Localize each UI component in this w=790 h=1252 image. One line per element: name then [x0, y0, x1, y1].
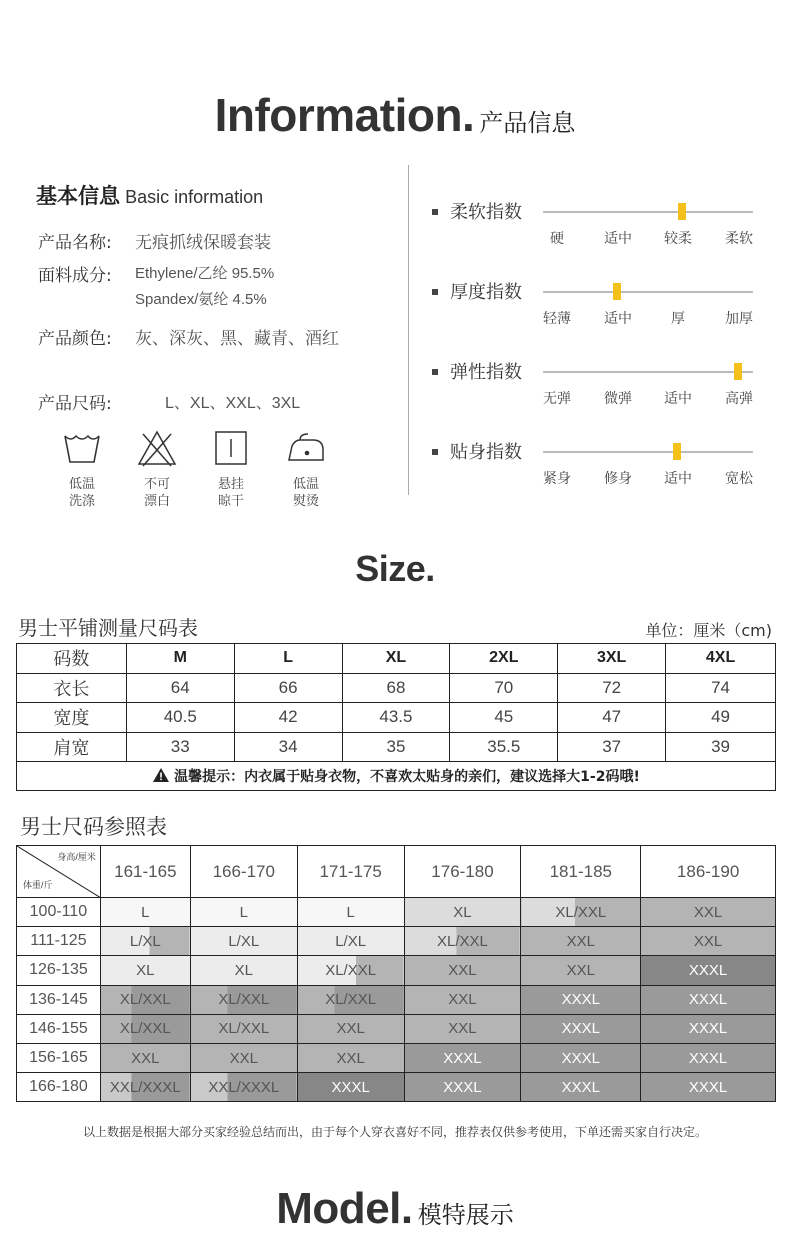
- table-cell: 34: [234, 732, 342, 762]
- fabric-label: 面料成分:: [38, 266, 112, 286]
- notice-text: 温馨提示：内衣属于贴身衣物，不喜欢太贴身的亲们，建议选择大1-2码哦!: [174, 769, 640, 785]
- table-cell: 42: [234, 703, 342, 733]
- low-temp-wash-icon: [62, 428, 102, 468]
- basic-info-heading-cn: 基本信息: [36, 184, 120, 208]
- scale-tick-label: 适中: [604, 311, 632, 327]
- table-cell: 35.5: [450, 732, 558, 762]
- table-row: [17, 956, 776, 985]
- bullet-icon: [432, 449, 438, 455]
- warning-icon: [152, 767, 170, 783]
- size-cell: XXXL: [641, 1073, 776, 1102]
- table-cell: 43.5: [342, 703, 450, 733]
- corner-bottom-label: 体重/斤: [23, 880, 53, 890]
- height-header-cell: 176-180: [404, 846, 521, 898]
- size-cell: XL/XXL: [521, 898, 641, 927]
- weight-cell: 126-135: [17, 956, 101, 985]
- care-label-line1: 不可: [143, 477, 170, 492]
- notice-cell: [17, 762, 776, 791]
- scale-track: [543, 211, 753, 213]
- scale-tick-label: 较柔: [664, 231, 692, 247]
- table-cell: 66: [234, 673, 342, 703]
- table-cell: 肩宽: [17, 732, 127, 762]
- size-cell: L: [297, 898, 404, 927]
- scale-row: [430, 428, 760, 488]
- care-low-temp-wash: [52, 428, 112, 510]
- size-cell: L: [190, 898, 297, 927]
- scale-tick-label: 厚: [671, 311, 685, 327]
- model-header: [0, 1184, 790, 1234]
- scale-tick-label: 微弹: [604, 391, 632, 407]
- size-cell: XL/XXL: [297, 985, 404, 1014]
- table-cell: 衣长: [17, 673, 127, 703]
- table-row: [17, 1043, 776, 1072]
- color-value: 灰、深灰、黑、藏青、酒红: [135, 329, 339, 349]
- size-cell: XXL: [190, 1043, 297, 1072]
- weight-cell: 136-145: [17, 985, 101, 1014]
- size-cell: XL: [190, 956, 297, 985]
- care-label-line2: 熨烫: [292, 494, 319, 509]
- size-cell: XXL: [521, 927, 641, 956]
- height-header-cell: 186-190: [641, 846, 776, 898]
- table-row: [17, 673, 776, 703]
- table-row: [17, 703, 776, 733]
- bullet-icon: [432, 209, 438, 215]
- size-reference-table: [16, 845, 776, 1102]
- size-cell: XXL: [641, 927, 776, 956]
- scale-marker: [678, 203, 686, 220]
- low-temp-iron-icon: [286, 428, 326, 468]
- table-header-cell: 4XL: [666, 644, 776, 674]
- size-cell: XXXL: [641, 985, 776, 1014]
- table-header-cell: 2XL: [450, 644, 558, 674]
- information-header: [0, 88, 790, 142]
- care-label-line2: 晾干: [217, 494, 244, 509]
- table-cell: 37: [558, 732, 666, 762]
- size-cell: XL/XXL: [100, 985, 190, 1014]
- size-cell: XXXL: [641, 1043, 776, 1072]
- flat-table-unit: 单位：厘米（cm): [645, 621, 772, 640]
- size-cell: XXXL: [641, 1014, 776, 1043]
- scale-track: [543, 371, 753, 373]
- fabric-line-2: Spandex/氨纶 4.5%: [135, 291, 267, 308]
- weight-cell: 100-110: [17, 898, 101, 927]
- scale-title: 贴身指数: [450, 442, 522, 463]
- table-header-cell: 码数: [17, 644, 127, 674]
- weight-cell: 111-125: [17, 927, 101, 956]
- table-cell: 70: [450, 673, 558, 703]
- table-header-row: [17, 644, 776, 674]
- scale-tick-label: 高弹: [725, 391, 753, 407]
- size-cell: L: [100, 898, 190, 927]
- size-title: Size.: [355, 548, 435, 589]
- color-label: 产品颜色:: [38, 329, 112, 349]
- scale-track: [543, 291, 753, 293]
- scale-marker: [613, 283, 621, 300]
- table-cell: 68: [342, 673, 450, 703]
- height-header-cell: 166-170: [190, 846, 297, 898]
- flat-table-title: 男士平铺测量尺码表: [18, 616, 198, 640]
- product-name-value: 无痕抓绒保暖套装: [135, 233, 271, 253]
- model-subtitle: 模特展示: [417, 1201, 514, 1229]
- size-cell: XXXL: [521, 985, 641, 1014]
- size-cell: XXL: [404, 956, 521, 985]
- table-row: [17, 1073, 776, 1102]
- table-row: [17, 985, 776, 1014]
- information-subtitle: 产品信息: [479, 109, 576, 137]
- scale-marker: [673, 443, 681, 460]
- scale-tick-label: 柔软: [725, 231, 753, 247]
- weight-cell: 166-180: [17, 1073, 101, 1102]
- height-header-cell: 161-165: [100, 846, 190, 898]
- table-header-cell: XL: [342, 644, 450, 674]
- size-cell: XXXL: [641, 956, 776, 985]
- care-no-bleach: [127, 428, 187, 510]
- table-cell: 宽度: [17, 703, 127, 733]
- care-label-line2: 漂白: [143, 494, 170, 509]
- corner-cell: [17, 846, 101, 898]
- corner-top-label: 身高/厘米: [57, 852, 96, 862]
- size-cell: XL/XXL: [190, 985, 297, 1014]
- scale-row: [430, 348, 760, 408]
- scale-tick-label: 轻薄: [543, 311, 571, 327]
- height-header-cell: 171-175: [297, 846, 404, 898]
- size-cell: L/XL: [190, 927, 297, 956]
- scale-tick-label: 宽松: [725, 471, 753, 487]
- table-header-row: [17, 846, 776, 898]
- scale-tick-label: 适中: [604, 231, 632, 247]
- flat-measurement-table: [16, 643, 776, 791]
- ref-table-title: 男士尺码参照表: [20, 815, 167, 839]
- basic-info-heading: [36, 180, 263, 210]
- size-cell: XXL: [521, 956, 641, 985]
- size-cell: XXXL: [521, 1043, 641, 1072]
- size-cell: XL: [100, 956, 190, 985]
- table-cell: 40.5: [126, 703, 234, 733]
- size-cell: L/XL: [100, 927, 190, 956]
- size-cell: XXXL: [404, 1043, 521, 1072]
- height-header-cell: 181-185: [521, 846, 641, 898]
- scale-title: 柔软指数: [450, 202, 522, 223]
- scale-tick-label: 硬: [550, 231, 564, 247]
- bullet-icon: [432, 289, 438, 295]
- table-row: [17, 1014, 776, 1043]
- table-cell: 72: [558, 673, 666, 703]
- size-cell: XL/XXL: [297, 956, 404, 985]
- basic-info-heading-en: Basic information: [125, 187, 264, 207]
- size-cell: XL/XXL: [190, 1014, 297, 1043]
- scale-title: 弹性指数: [450, 362, 522, 383]
- care-label-line1: 低温: [292, 477, 319, 492]
- information-title: Information.: [214, 89, 475, 141]
- table-row: [17, 927, 776, 956]
- size-cell: XXL: [641, 898, 776, 927]
- size-cell: L/XL: [297, 927, 404, 956]
- notice-row: [17, 762, 776, 791]
- hang-dry-icon: [211, 428, 251, 468]
- table-cell: 64: [126, 673, 234, 703]
- scale-tick-label: 适中: [664, 391, 692, 407]
- product-name-label: 产品名称:: [38, 233, 112, 253]
- table-row: [17, 898, 776, 927]
- size-cell: XXL: [297, 1014, 404, 1043]
- table-cell: 39: [666, 732, 776, 762]
- care-hang-dry: [201, 428, 261, 510]
- size-cell: XXXL: [521, 1073, 641, 1102]
- size-cell: XXL/XXXL: [100, 1073, 190, 1102]
- table-header-cell: M: [126, 644, 234, 674]
- scale-row: [430, 268, 760, 328]
- bullet-icon: [432, 369, 438, 375]
- care-label-line1: 低温: [68, 477, 95, 492]
- scale-tick-label: 修身: [604, 471, 632, 487]
- scale-tick-label: 紧身: [543, 471, 571, 487]
- table-cell: 45: [450, 703, 558, 733]
- size-cell: XXXL: [521, 1014, 641, 1043]
- size-cell: XXL: [404, 985, 521, 1014]
- table-row: [17, 732, 776, 762]
- table-cell: 47: [558, 703, 666, 733]
- scale-title: 厚度指数: [450, 282, 522, 303]
- table-cell: 33: [126, 732, 234, 762]
- scale-track: [543, 451, 753, 453]
- size-cell: XL/XXL: [100, 1014, 190, 1043]
- scale-marker: [734, 363, 742, 380]
- size-cell: XL/XXL: [404, 927, 521, 956]
- model-title: Model.: [276, 1184, 413, 1233]
- ref-table-footnote: 以上数据是根据大部分买家经验总结而出，由于每个人穿衣喜好不同，推荐表仅供参考使用，下单还需买家自行决定。: [82, 1125, 707, 1139]
- table-header-cell: 3XL: [558, 644, 666, 674]
- size-cell: XL: [404, 898, 521, 927]
- size-value: L、XL、XXL、3XL: [165, 395, 301, 412]
- fabric-line-1: Ethylene/乙纶 95.5%: [135, 265, 275, 282]
- scale-tick-label: 加厚: [725, 311, 753, 327]
- size-label: 产品尺码:: [38, 394, 112, 414]
- scale-tick-label: 无弹: [543, 391, 571, 407]
- size-cell: XXL: [297, 1043, 404, 1072]
- size-cell: XXL: [100, 1043, 190, 1072]
- size-cell: XXXL: [297, 1073, 404, 1102]
- table-cell: 49: [666, 703, 776, 733]
- scale-row: [430, 188, 760, 248]
- care-label-line2: 洗涤: [68, 494, 95, 509]
- weight-cell: 156-165: [17, 1043, 101, 1072]
- table-header-cell: L: [234, 644, 342, 674]
- size-cell: XXL: [404, 1014, 521, 1043]
- care-low-temp-iron: [276, 428, 336, 510]
- size-cell: XXL/XXXL: [190, 1073, 297, 1102]
- care-label-line1: 悬挂: [217, 477, 244, 492]
- vertical-divider: [408, 165, 409, 495]
- table-cell: 74: [666, 673, 776, 703]
- weight-cell: 146-155: [17, 1014, 101, 1043]
- no-bleach-icon: [137, 428, 177, 468]
- table-cell: 35: [342, 732, 450, 762]
- scale-tick-label: 适中: [664, 471, 692, 487]
- size-cell: XXXL: [404, 1073, 521, 1102]
